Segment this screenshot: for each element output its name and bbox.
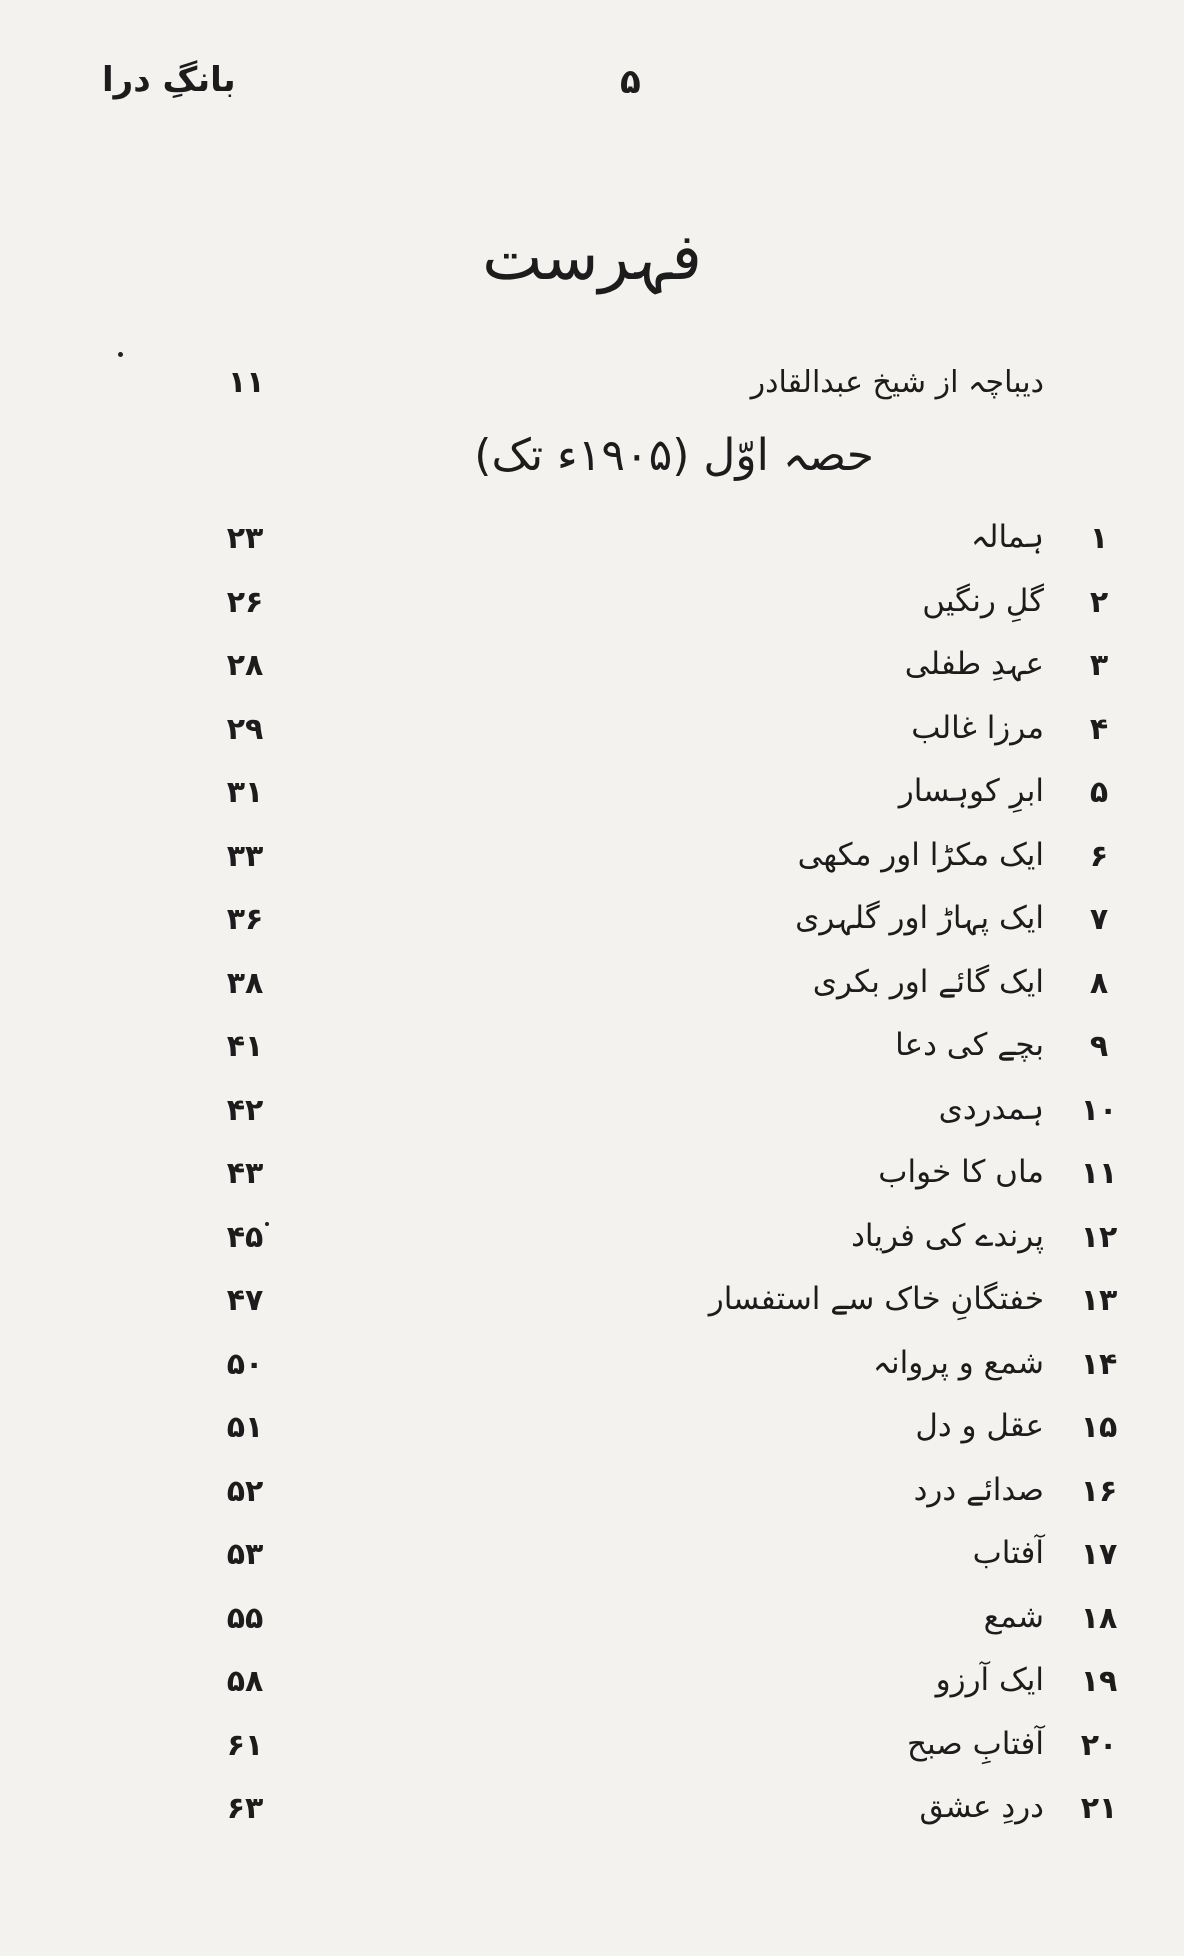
entry-title: بچے کی دعا	[895, 1027, 1044, 1063]
entry-title: دردِ عشق	[919, 1789, 1044, 1825]
entry-title: عہدِ طفلی	[904, 646, 1044, 682]
toc-row	[0, 960, 1184, 1024]
entry-title: آفتابِ صبح	[907, 1725, 1044, 1762]
entry-page: ۶۱	[226, 1727, 264, 1763]
entry-page: ۳۸	[226, 965, 264, 1001]
entry-number: ۶	[1089, 838, 1109, 874]
entry-page: ۶۳	[226, 1791, 264, 1826]
entry-page: ۵۳	[226, 1537, 264, 1572]
entry-title: ماں کا خواب	[878, 1154, 1044, 1190]
contents-heading: فہرست	[482, 221, 702, 295]
entry-title: خفتگانِ خاک سے استفسار	[708, 1281, 1044, 1317]
entry-title: ایک پہاڑ اور گلہری	[795, 900, 1044, 936]
toc-row	[0, 1404, 1184, 1468]
toc-row	[0, 1341, 1184, 1405]
entry-title: ایک آرزو	[935, 1662, 1044, 1698]
entry-number: ۵	[1089, 775, 1109, 810]
print-speck	[265, 1222, 269, 1226]
entry-number: ۲۱	[1080, 1791, 1118, 1826]
toc-row	[0, 706, 1184, 770]
toc-row	[0, 896, 1184, 960]
toc-row	[0, 1658, 1184, 1722]
running-header-title: بانگِ درا	[102, 60, 236, 100]
toc-row	[0, 579, 1184, 643]
entry-number: ۱۷	[1080, 1537, 1118, 1572]
entry-title: عقل و دل	[915, 1408, 1044, 1444]
entry-title: مرزا غالب	[911, 709, 1044, 746]
entry-number: ۱۵	[1080, 1410, 1118, 1445]
entry-page: ۲۶	[226, 584, 264, 620]
entry-title: صدائے درد	[913, 1471, 1044, 1508]
toc-row	[0, 1785, 1184, 1849]
entry-number: ۱۳	[1080, 1283, 1118, 1318]
entry-number: ۱	[1089, 521, 1109, 556]
entry-page: ۳۳	[226, 838, 264, 874]
running-header-page-number: ۵	[620, 62, 641, 102]
entry-page: ۴۱	[226, 1029, 264, 1064]
entry-number: ۲	[1089, 584, 1109, 620]
entry-number: ۷	[1089, 902, 1109, 937]
entry-title: پرندے کی فریاد	[851, 1217, 1044, 1254]
entry-number: ۸	[1089, 965, 1109, 1001]
entry-number: ۱۸	[1080, 1600, 1118, 1636]
preface-entry-title: دیباچہ از شیخ عبدالقادر	[750, 365, 1044, 400]
toc-row	[0, 1023, 1184, 1087]
entry-page: ۵۰	[226, 1346, 264, 1382]
toc-row	[0, 1087, 1184, 1151]
entry-title: ہمدردی	[938, 1090, 1044, 1127]
toc-row	[0, 1595, 1184, 1659]
toc-row	[0, 1214, 1184, 1278]
entry-title: شمع	[983, 1598, 1044, 1635]
entry-number: ۱۰	[1080, 1092, 1118, 1128]
entry-title: ایک مکڑا اور مکھی	[797, 836, 1044, 873]
entry-number: ۱۴	[1080, 1346, 1118, 1382]
entry-page: ۴۷	[226, 1283, 264, 1318]
entry-number: ۱۹	[1080, 1664, 1118, 1699]
entry-page: ۴۵	[226, 1219, 264, 1255]
toc-list	[0, 515, 1184, 1849]
toc-row	[0, 642, 1184, 706]
entry-number: ۱۶	[1080, 1473, 1118, 1509]
entry-title: آفتاب	[972, 1535, 1044, 1571]
section-title: حصہ اوّل (۱۹۰۵ء تک)	[474, 430, 874, 481]
entry-page: ۵۵	[226, 1600, 264, 1636]
entry-number: ۱۱	[1080, 1156, 1118, 1191]
entry-title: ہمالہ	[970, 519, 1044, 555]
toc-row	[0, 1277, 1184, 1341]
entry-page: ۵۱	[226, 1410, 264, 1445]
preface-entry-page: ۱۱	[228, 365, 265, 400]
entry-page: ۴۳	[226, 1156, 264, 1191]
entry-number: ۳	[1089, 648, 1109, 683]
entry-page: ۴۲	[226, 1092, 264, 1128]
entry-page: ۲۸	[226, 648, 264, 683]
entry-title: ابرِ کوہسار	[898, 773, 1044, 809]
entry-page: ۲۹	[226, 711, 264, 747]
entry-page: ۵۸	[226, 1664, 264, 1699]
entry-number: ۲۰	[1080, 1727, 1118, 1763]
entry-number: ۴	[1089, 711, 1109, 747]
entry-number: ۱۲	[1080, 1219, 1118, 1255]
toc-row	[0, 1468, 1184, 1532]
toc-row	[0, 1722, 1184, 1786]
toc-row	[0, 1150, 1184, 1214]
print-speck	[118, 352, 123, 357]
entry-page: ۳۱	[226, 775, 264, 810]
toc-row	[0, 1531, 1184, 1595]
toc-row	[0, 769, 1184, 833]
entry-title: گلِ رنگیں	[922, 582, 1044, 619]
entry-page: ۲۳	[226, 521, 264, 556]
entry-title: ایک گائے اور بکری	[812, 963, 1044, 1000]
entry-page: ۳۶	[226, 902, 264, 937]
entry-title: شمع و پروانہ	[872, 1344, 1044, 1381]
entry-page: ۵۲	[226, 1473, 264, 1509]
entry-number: ۹	[1089, 1029, 1109, 1064]
toc-row	[0, 515, 1184, 579]
toc-row	[0, 833, 1184, 897]
